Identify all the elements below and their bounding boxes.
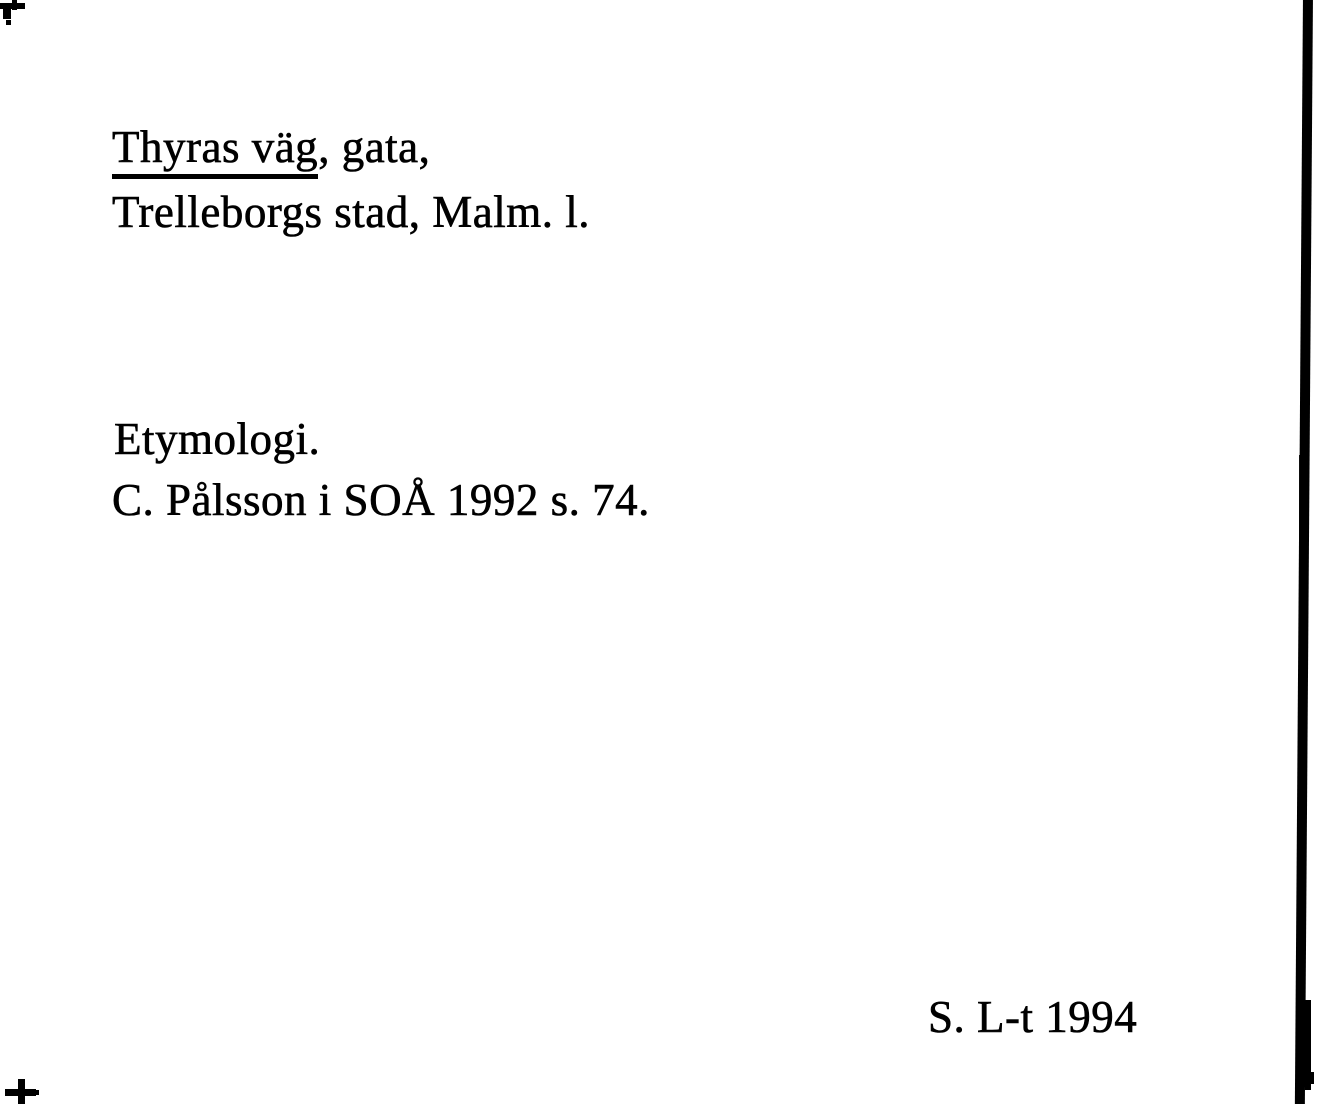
- signature-line: S. L-t 1994: [928, 992, 1138, 1042]
- scan-edge-foot: [1298, 1072, 1314, 1084]
- reference-line: C. Pålsson i SOÅ 1992 s. 74.: [112, 475, 650, 525]
- crop-mark-bottom-left-nub: [35, 1090, 39, 1095]
- crop-mark-top-left-vertical: [3, 7, 11, 19]
- crop-mark-top-left-vertical-stub: [12, 0, 17, 10]
- headword: Thyras väg: [112, 122, 318, 179]
- headword-line: [112, 122, 431, 172]
- headword-suffix: , gata,: [318, 122, 431, 172]
- etymology-heading: Etymologi.: [114, 414, 321, 464]
- crop-mark-bottom-left-horizontal: [5, 1089, 36, 1096]
- scan-edge-notch: [1299, 455, 1304, 575]
- locality-line: Trelleborgs stad, Malm. l.: [112, 187, 591, 237]
- crop-mark-top-left-dot: [6, 20, 11, 25]
